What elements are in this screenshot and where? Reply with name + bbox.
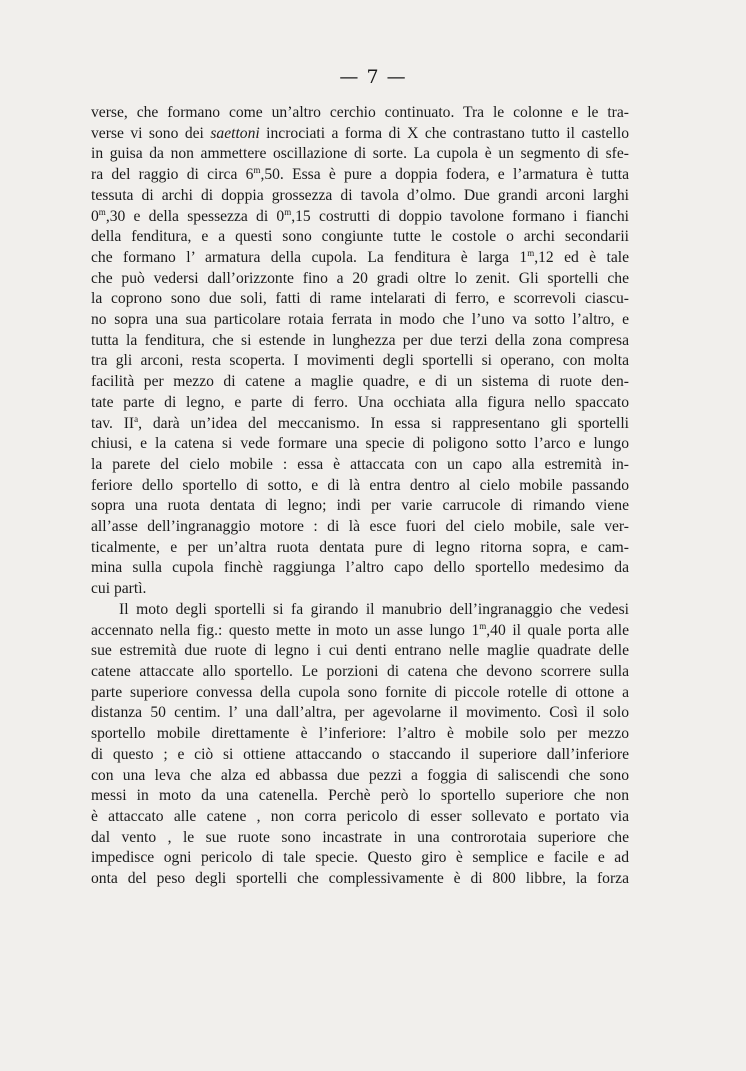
text-line: parte superiore convessa della cupola sono fornite di piccole rotelle di ottone a [91, 683, 629, 701]
text-line: sportello mobile direttamente è l’inferiore: l’altro è mobile solo per mezzo [91, 725, 629, 743]
body-text [91, 103, 629, 890]
text-line: tessuta di archi di doppia grossezza di tavola d’olmo. Due grandi arconi larghi [91, 186, 629, 204]
text-line: la parete del cielo mobile : essa è attaccata con un capo alla estremità in- [91, 455, 629, 473]
paragraph-2 [91, 600, 629, 890]
text-line: ticalmente, e per un’altra ruota dentata pure di legno ritorna sopra, e cam- [91, 538, 629, 556]
text-line: in guisa da non ammettere oscillazione di sorte. La cupola è un segmento di sfe- [91, 145, 629, 163]
text-line: chiusi, e la catena si vede formare una specie di poligono sotto l’arco e lungo [91, 435, 629, 453]
text-line: verse, che formano come un’altro cerchio continuato. Tra le colonne e le tra- [91, 104, 629, 121]
text-line: della fenditura, e a questi sono congiunte tutte le costole o archi secondarii [91, 228, 629, 246]
text-line: impedisce ogni pericolo di tale specie. Questo giro è semplice e facile e ad [91, 849, 629, 867]
text-line: accennato nella fig.: questo mette in moto un asse lungo 1$^m$,40 il quale porta alle [91, 620, 629, 639]
page-number: — 7 — [339, 66, 407, 88]
paragraph-1 [91, 103, 629, 600]
text-line: messi in moto da una catenella. Perchè però lo sportello superiore che non [91, 787, 629, 805]
text-line: distanza 50 centim. l’ una dall’altra, per agevolarne il movimento. Così il solo [91, 704, 629, 722]
text-line: è attaccato alle catene , non corra pericolo di esser sollevato e portato via [91, 807, 629, 825]
text-line: sopra una ruota dentata di legno; indi per varie carrucole di rimando viene [91, 497, 629, 515]
text-line: tutta la fenditura, che si estende in lunghezza per due terzi della zona compresa [91, 331, 629, 349]
text-line: ra del raggio di circa 6$^m$,50. Essa è pure a doppia fodera, e l’armatura è tutta [91, 165, 629, 184]
text-line: dal vento , le sue ruote sono incastrate in una controrotaia superiore che [91, 828, 629, 846]
text-line: la coprono sono due soli, fatti di rame intelarati di ferro, e scorrevoli ciascu- [91, 290, 629, 308]
text-line: tra gli arconi, resta scoperta. I movimenti degli sportelli si operano, con molta [91, 352, 629, 370]
text-line: 0$^m$,30 e della spessezza di 0$^m$,15 costrutti di doppio tavolone formano i fianchi [91, 206, 629, 225]
text-line: Il moto degli sportelli si fa girando il manubrio dell’ingranaggio che vedesi [119, 600, 629, 618]
text-line: di questo ; e ciò si ottiene attaccando o staccando il superiore dall’inferiore [91, 745, 629, 763]
text-line: facilità per mezzo di catene a maglie quadre, e di un sistema di ruote den- [91, 373, 629, 391]
text-line: che può vedersi dall’orizzonte fino a 20 gradi oltre lo zenit. Gli sportelli che [91, 269, 629, 287]
text-line: all’asse dell’ingranaggio motore : di là esce fuori del cielo mobile, sale ver- [91, 518, 629, 536]
text-line: cui partì. [91, 580, 147, 598]
text-line: onta del peso degli sportelli che complessivamente è di 800 libbre, la forza [91, 870, 629, 888]
text-line: mina sulla cupola finchè raggiunga l’altro capo dello sportello medesimo da [91, 559, 629, 577]
text-line: tate parte di legno, e parte di ferro. Una occhiata alla figura nello spaccato [91, 393, 629, 411]
text-line: che formano l’ armatura della cupola. La fenditura è larga 1$^m$,12 ed è tale [91, 247, 629, 266]
text-line: catene attaccate allo sportello. Le porzioni di catena che devono scorrere sulla [91, 662, 629, 680]
text-line: verse vi sono dei saettoni incrociati a forma di X che contrastano tutto il castello [91, 124, 629, 142]
text-line: feriore dello sportello di sotto, e di là entra dentro al cielo mobile passando [91, 476, 629, 494]
text-line: sue estremità due ruote di legno i cui denti entrano nelle maglie quadrate delle [91, 642, 629, 660]
text-line: tav. $II^a$, darà un’idea del meccanismo. In essa si rappresentano gli sportelli [91, 413, 629, 432]
text-line: no sopra una sua particolare rotaia ferrata in modo che l’uno va sotto l’altro, e [91, 311, 629, 329]
text-line: con una leva che alza ed abbassa due pezzi a foggia di saliscendi che sono [91, 766, 629, 784]
